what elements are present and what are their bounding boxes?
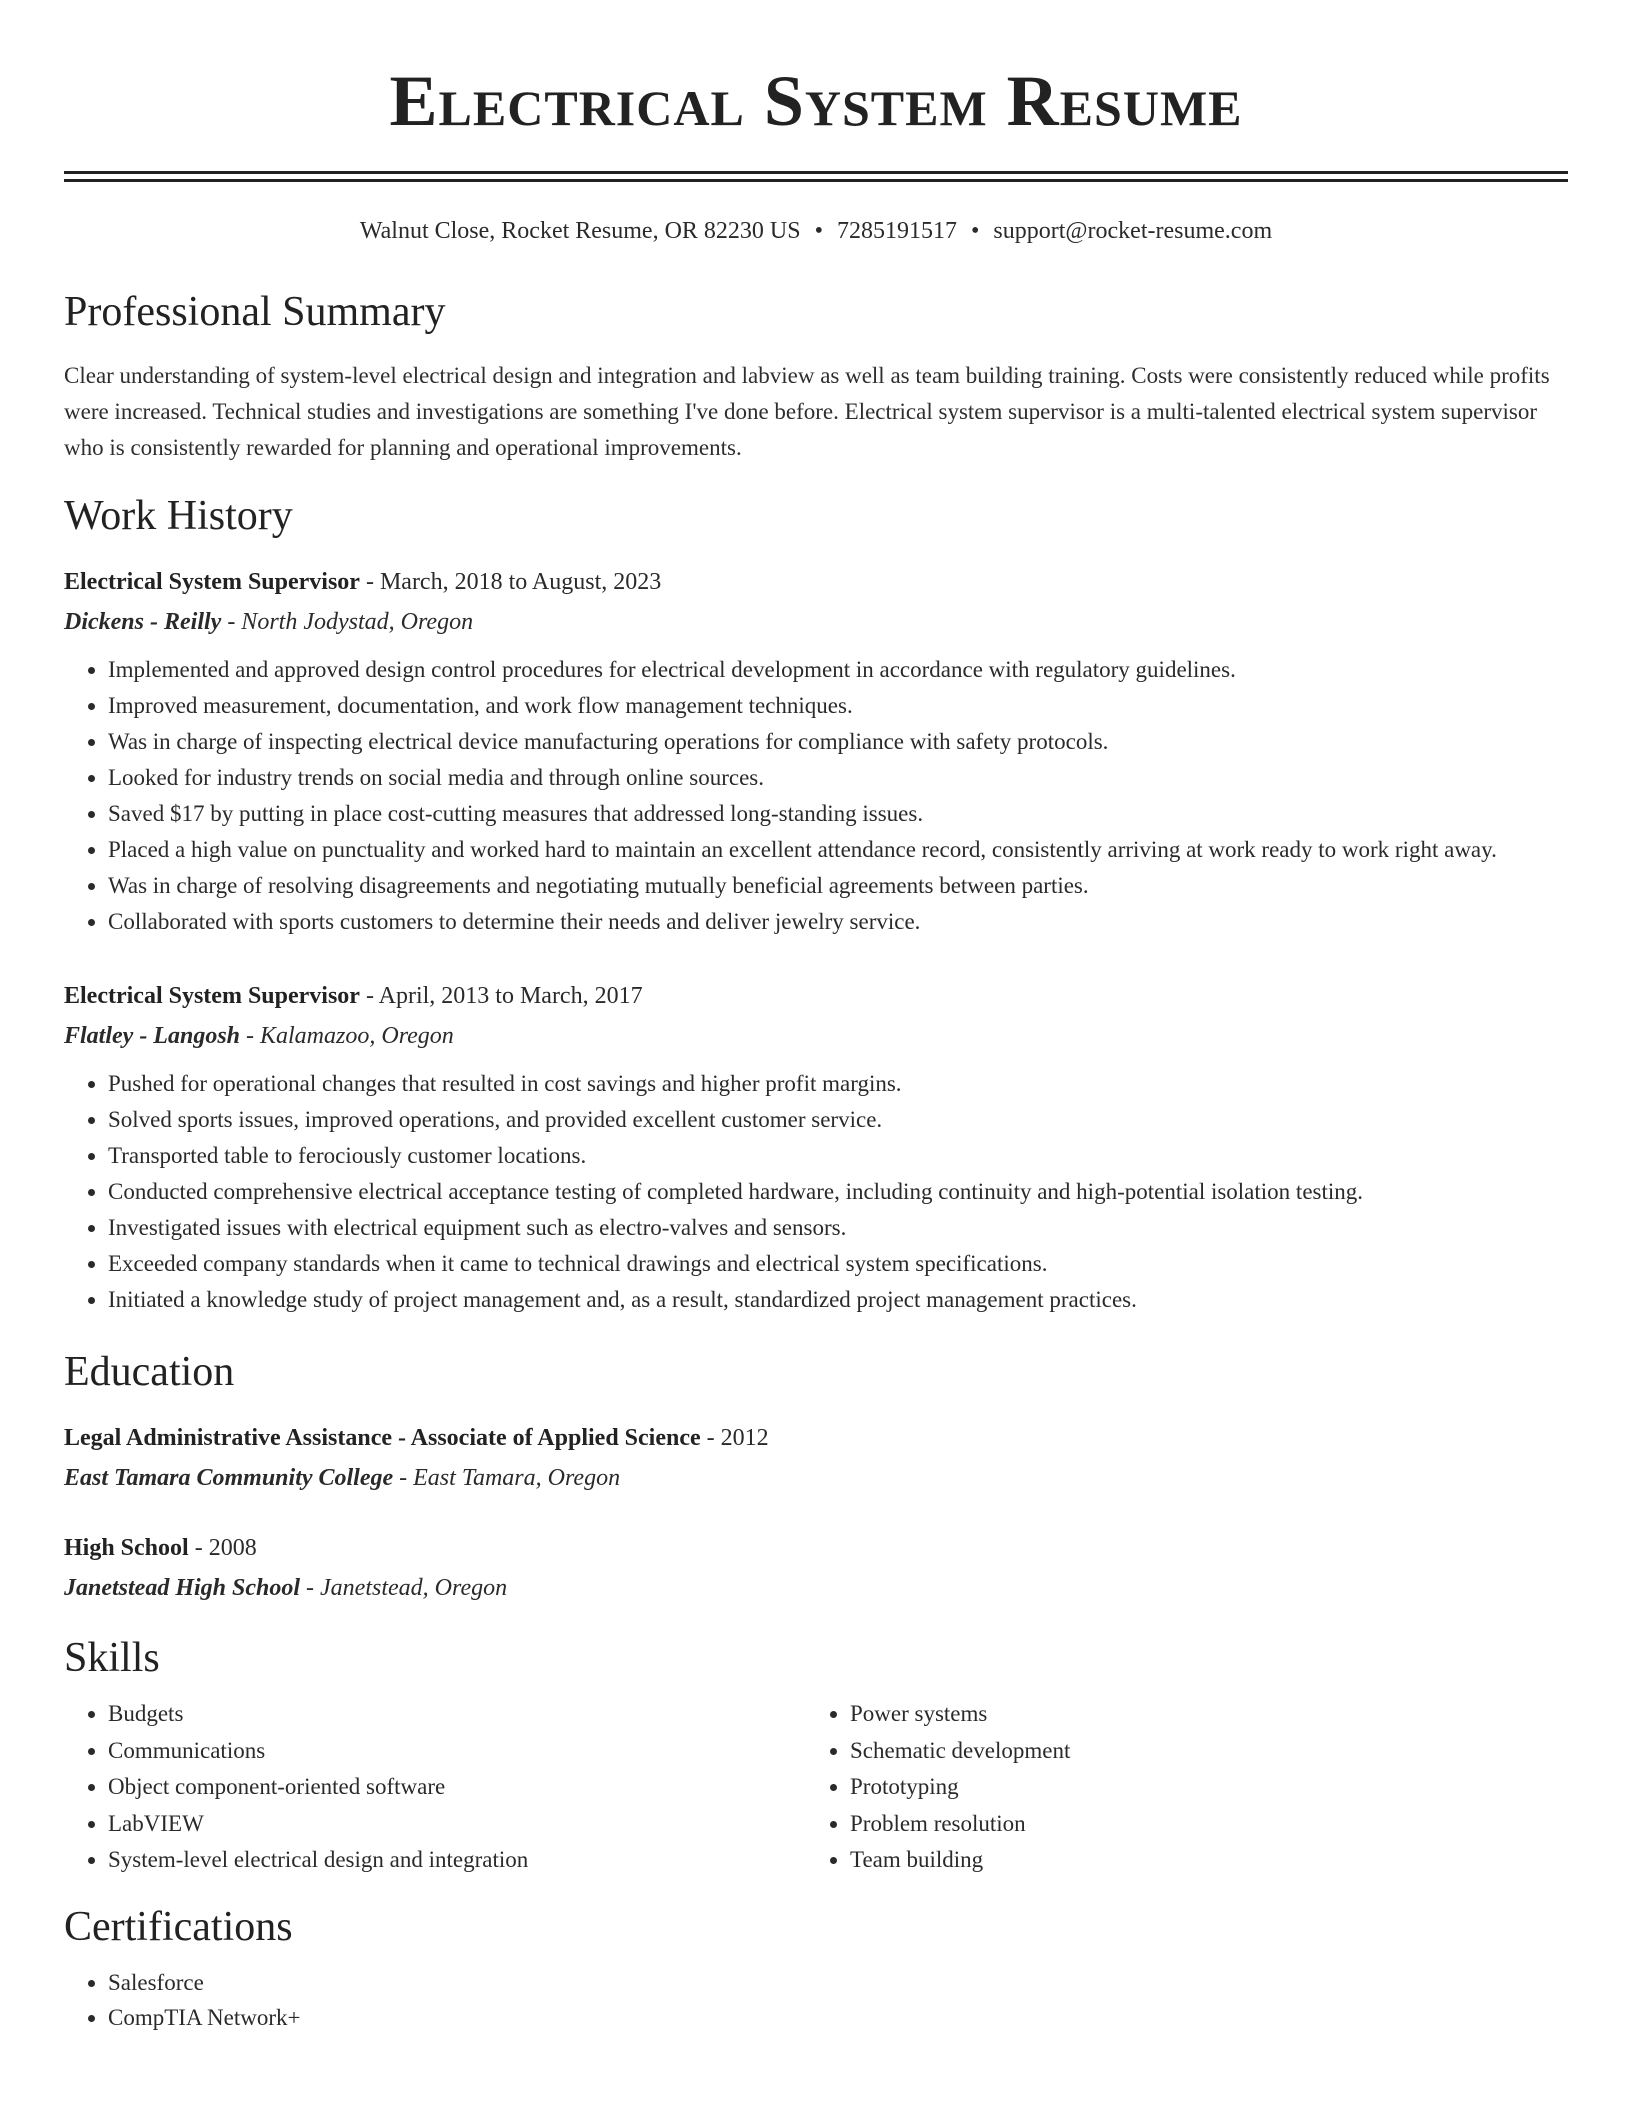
job-title-line [64,976,1568,1016]
education-heading: Education [64,1349,235,1395]
skill-item: • Problem resolution [850,1806,1548,1843]
education-entry [64,1528,1568,1608]
contact-separator: • [814,218,824,244]
job-bullet: • Transported table to ferociously customer locations. [108,1138,1568,1174]
education-degree-line [64,1418,1568,1458]
skill-item: • Team building [850,1842,1548,1879]
job-bullet: • Solved sports issues, improved operations, and provided excellent customer service. [108,1102,1568,1138]
certifications-list [64,1965,1568,2035]
skills-list-right [806,1696,1548,1879]
job-entry [64,562,1568,940]
job-role: Electrical System Supervisor [64,569,360,595]
title-double-rule [64,171,1568,182]
job-location: - North Jodystad, Oregon [221,609,474,635]
job-bullet-list [64,1066,1568,1318]
education-degree: High School [64,1535,189,1561]
education-location: - East Tamara, Oregon [393,1465,621,1491]
skill-item: • LabVIEW [108,1806,806,1843]
job-company-line [64,602,1568,642]
education-year: - 2012 [700,1425,769,1451]
summary-heading: Professional Summary [64,289,446,335]
job-bullet: • Collaborated with sports customers to determine their needs and deliver jewelry service. [108,904,1568,940]
education-school-line [64,1568,1568,1608]
job-bullet: • Was in charge of inspecting electrical device manufacturing operations for compliance with safety protocols. [108,724,1568,760]
job-bullet: • Implemented and approved design control procedures for electrical development in accordance with regulatory guidelines. [108,652,1568,688]
job-company: Flatley - Langosh [64,1023,241,1049]
job-dates: - April, 2013 to March, 2017 [359,983,643,1009]
job-bullet: • Initiated a knowledge study of project management and, as a result, standardized project management practices. [108,1282,1568,1318]
resume-title: Electrical System Resume [389,61,1243,141]
job-bullet: • Conducted comprehensive electrical acceptance testing of completed hardware, including continuity and high-potential isolation testing. [108,1174,1568,1210]
job-bullet: • Improved measurement, documentation, and work flow management techniques. [108,688,1568,724]
skills-heading: Skills [64,1635,160,1681]
skill-item: • System-level electrical design and integration [108,1842,806,1879]
job-bullet: • Pushed for operational changes that resulted in cost savings and higher profit margins. [108,1066,1568,1102]
education-school: Janetstead High School [64,1575,301,1601]
job-bullet: • Looked for industry trends on social media and through online sources. [108,760,1568,796]
job-bullet-list [64,652,1568,940]
job-bullet: • Was in charge of resolving disagreements and negotiating mutually beneficial agreements between parties. [108,868,1568,904]
skills-list-left [64,1696,806,1879]
summary-text: Clear understanding of system-level electrical design and integration and labview as well as team building training. Costs were consistently reduced while profits were increased. Technical studies and investigations are something I've done before. Electrical system supervisor is a multi-talented electrical system supervisor who is consistently rewarded for planning and operational improvements. [64,363,1550,460]
skills-columns [64,1696,1568,1879]
job-bullet: • Placed a high value on punctuality and worked hard to maintain an excellent attendance record, consistently arriving at work ready to work right away. [108,832,1568,868]
contact-phone: 7285191517 [837,218,958,244]
job-role: Electrical System Supervisor [64,983,360,1009]
skill-item: • Budgets [108,1696,806,1733]
contact-address: Walnut Close, Rocket Resume, OR 82230 US [359,218,801,244]
education-degree-line [64,1528,1568,1568]
education-degree: Legal Administrative Assistance - Associate of Applied Science [64,1425,701,1451]
education-location: - Janetstead, Oregon [300,1575,508,1601]
certification-item: • CompTIA Network+ [108,2000,1568,2035]
job-bullet: • Saved $17 by putting in place cost-cutting measures that addressed long-standing issues. [108,796,1568,832]
contact-separator: • [971,218,980,244]
certifications-heading: Certifications [64,1903,293,1950]
certification-item: • Salesforce [108,1965,1568,2000]
education-school-line [64,1458,1568,1498]
job-dates: - March, 2018 to August, 2023 [359,569,662,595]
contact-line [64,214,1568,248]
education-school: East Tamara Community College [64,1465,394,1491]
education-entry [64,1418,1568,1498]
skill-item: • Prototyping [850,1769,1548,1806]
skill-item: • Schematic development [850,1733,1548,1770]
job-bullet: • Exceeded company standards when it came to technical drawings and electrical system specifications. [108,1246,1568,1282]
job-title-line [64,562,1568,602]
job-company: Dickens - Reilly [64,609,222,635]
job-location: - Kalamazoo, Oregon [240,1023,454,1049]
skill-item: • Object component-oriented software [108,1769,806,1806]
job-entry [64,976,1568,1318]
contact-email: support@rocket-resume.com [993,218,1273,244]
skill-item: • Power systems [850,1696,1548,1733]
skill-item: • Communications [108,1733,806,1770]
job-company-line [64,1016,1568,1056]
job-bullet: • Investigated issues with electrical equipment such as electro-valves and sensors. [108,1210,1568,1246]
work-history-heading: Work History [64,493,293,539]
education-year: - 2008 [188,1535,257,1561]
